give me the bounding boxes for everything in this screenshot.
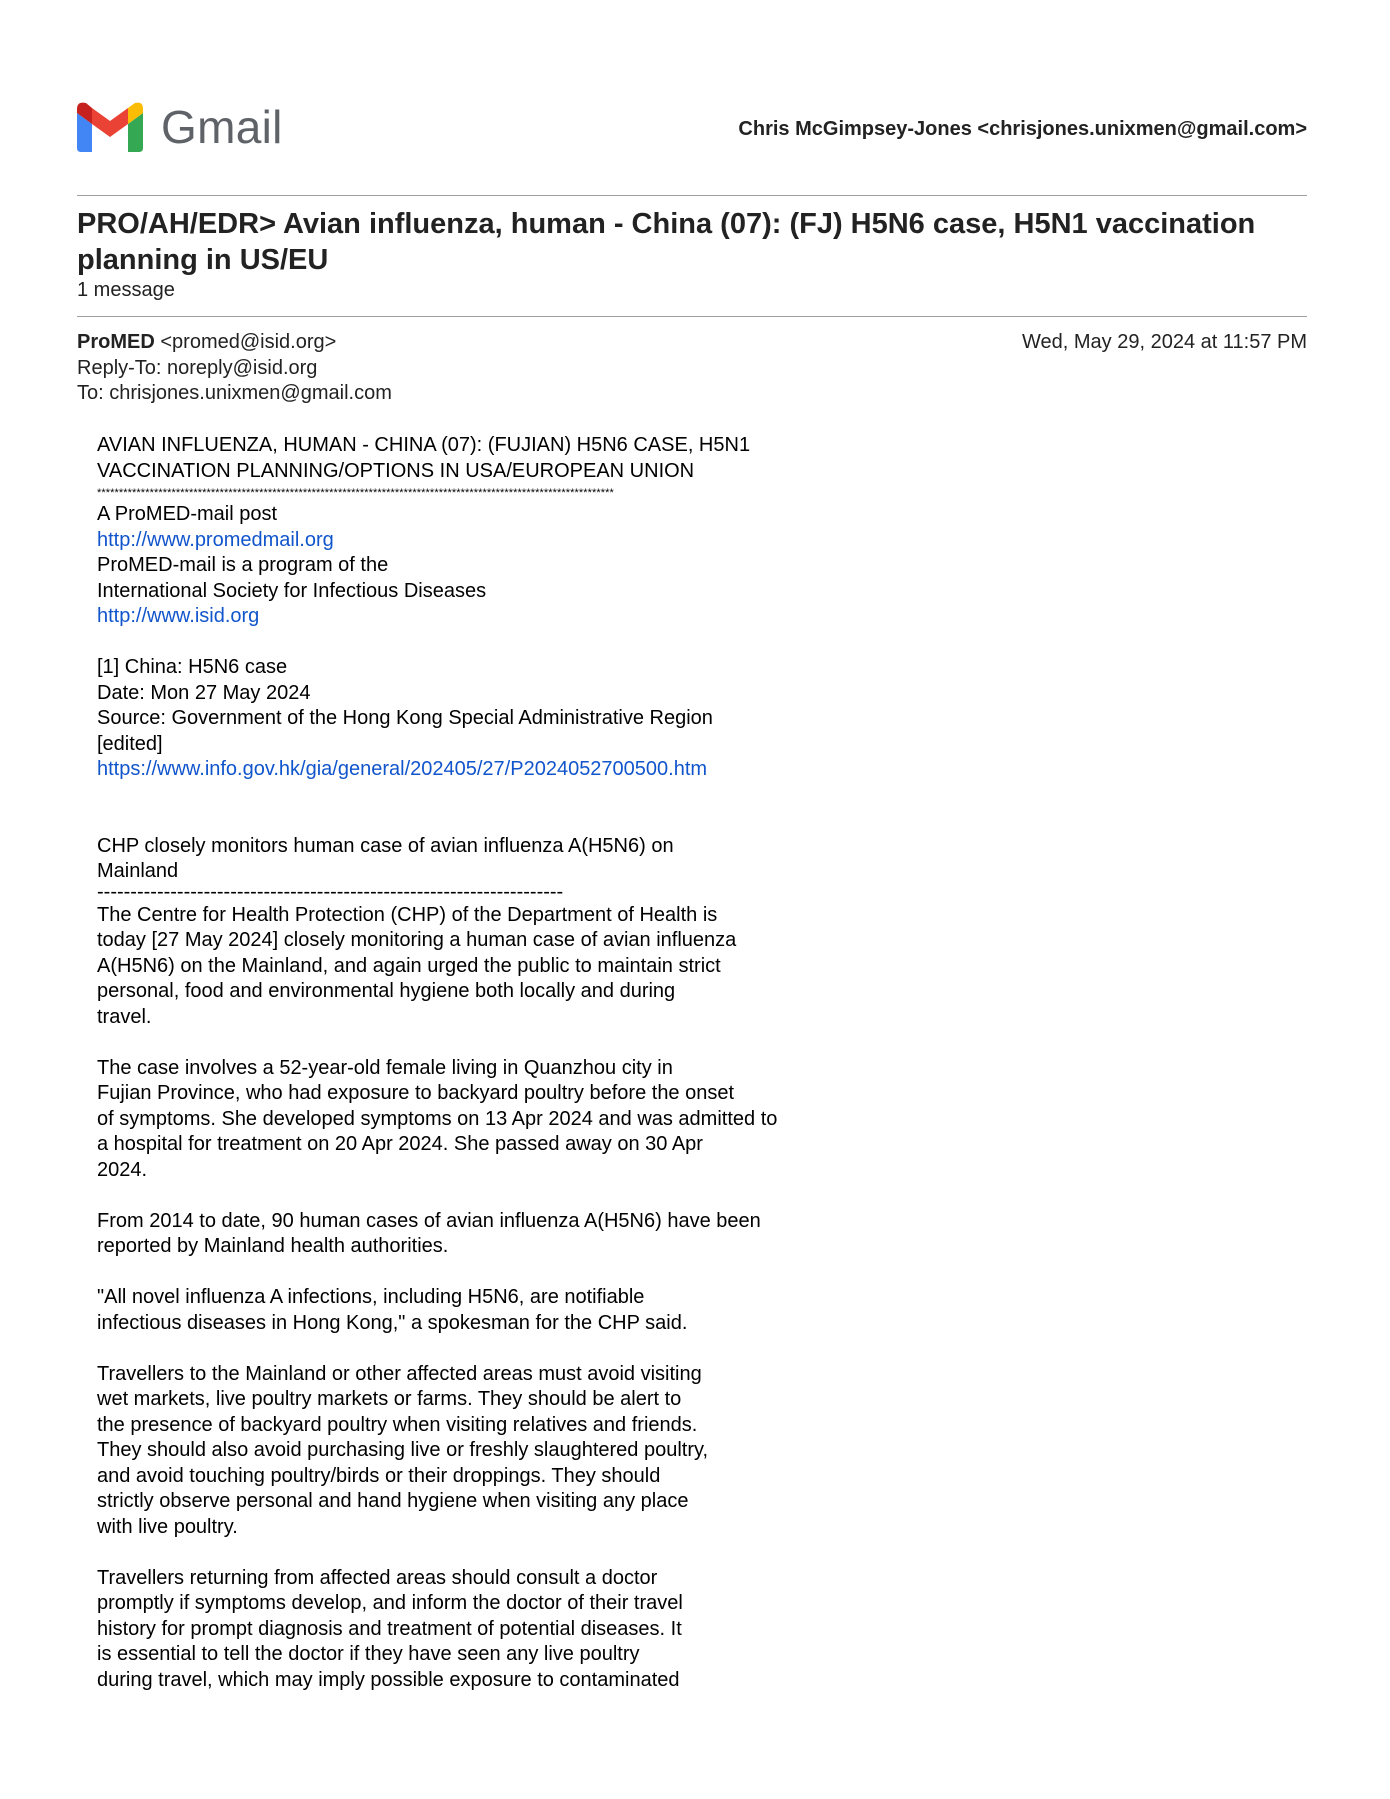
asterisk-divider: ********************************************************************************************************************** (97, 487, 614, 499)
message-header (77, 330, 1307, 407)
message-count: 1 message (77, 279, 175, 301)
paragraph-line: a hospital for treatment on 20 Apr 2024. She passed away on 30 Apr (97, 1133, 703, 1155)
item-line: [1] China: H5N6 case (97, 656, 288, 678)
spacer (97, 1540, 1097, 1566)
gmail-logo-icon (77, 102, 143, 152)
sender-email: <promed@isid.org> (160, 331, 337, 353)
program-line: ProMED-mail is a program of the (97, 554, 389, 576)
body-title-line: VACCINATION PLANNING/OPTIONS IN USA/EUROPEAN UNION (97, 459, 695, 482)
paragraph (97, 1285, 1097, 1336)
paragraph-line: Travellers to the Mainland or other affected areas must avoid visiting (97, 1362, 702, 1385)
paragraph-line: From 2014 to date, 90 human cases of avian influenza A(H5N6) have been (97, 1209, 761, 1232)
spacer (97, 1030, 1097, 1056)
paragraph-line: promptly if symptoms develop, and inform the doctor of their travel (97, 1592, 683, 1614)
paragraph-line: during travel, which may imply possible exposure to contaminated (97, 1668, 680, 1691)
paragraph-line: history for prompt diagnosis and treatment of potential diseases. It (97, 1617, 682, 1640)
spacer (97, 1183, 1097, 1209)
source-link[interactable]: https://www.info.gov.hk/gia/general/202405/27/P2024052700500.htm (97, 758, 708, 780)
sender-name: ProMED (77, 331, 155, 353)
paragraph-line: "All novel influenza A infections, including H5N6, are notifiable (97, 1286, 645, 1308)
post-line: A ProMED-mail post (97, 503, 278, 525)
headline-line: CHP closely monitors human case of avian influenza A(H5N6) on (97, 834, 674, 857)
paragraph-line: Fujian Province, who had exposure to backyard poultry before the onset (97, 1082, 735, 1104)
paragraph-line: and avoid touching poultry/birds or their droppings. They should (97, 1464, 661, 1487)
paragraph-line: personal, food and environmental hygiene both locally and during (97, 980, 676, 1002)
spacer (97, 1260, 1097, 1286)
account-label: Chris McGimpsey-Jones <chrisjones.unixmen@gmail.com> (738, 118, 1307, 140)
sender-line (77, 330, 1307, 356)
paragraph-line: the presence of backyard poultry when visiting relatives and friends. (97, 1413, 698, 1436)
paragraph-line: of symptoms. She developed symptoms on 13 Apr 2024 and was admitted to (97, 1107, 778, 1130)
paragraph-line: Travellers returning from affected areas should consult a doctor (97, 1566, 658, 1589)
gmail-logo (77, 100, 287, 156)
isid-link[interactable]: http://www.isid.org (97, 605, 260, 627)
divider (77, 316, 1307, 317)
item-line: Date: Mon 27 May 2024 (97, 681, 311, 704)
paragraph-line: is essential to tell the doctor if they have seen any live poultry (97, 1643, 640, 1665)
paragraph-line: The case involves a 52-year-old female living in Quanzhou city in (97, 1056, 673, 1079)
paragraph-line: infectious diseases in Hong Kong," a spokesman for the CHP said. (97, 1311, 688, 1334)
paragraph-line: reported by Mainland health authorities. (97, 1235, 449, 1257)
paragraph (97, 1566, 1097, 1694)
message-body (97, 433, 1097, 1693)
message-date: Wed, May 29, 2024 at 11:57 PM (1022, 331, 1307, 353)
paragraph-line: strictly observe personal and hand hygiene when visiting any place (97, 1490, 689, 1512)
page-header (77, 100, 1307, 160)
paragraph (97, 1209, 1097, 1260)
spacer (97, 1336, 1097, 1362)
body-title-line: AVIAN INFLUENZA, HUMAN - CHINA (07): (FUJIAN) H5N6 CASE, H5N1 (97, 434, 751, 456)
paragraph (97, 903, 1097, 1031)
paragraph-line: travel. (97, 1005, 152, 1028)
paragraph-line: today [27 May 2024] closely monitoring a human case of avian influenza (97, 929, 737, 951)
paragraph-line: 2024. (97, 1158, 148, 1181)
paragraph-line: They should also avoid purchasing live or freshly slaughtered poultry, (97, 1439, 709, 1461)
paragraph-line: The Centre for Health Protection (CHP) of the Department of Health is (97, 903, 718, 926)
reply-to: Reply-To: noreply@isid.org (77, 356, 318, 379)
gmail-wordmark: Gmail (161, 101, 283, 153)
thread-subject: PRO/AH/EDR> Avian influenza, human - China (07): (FJ) H5N6 case, H5N1 vaccination planning in US/EU (77, 208, 1256, 276)
spacer (97, 783, 1097, 834)
paragraph (97, 1056, 1097, 1184)
paragraph-line: with live poultry. (97, 1515, 238, 1538)
paragraph (97, 1362, 1097, 1541)
recipient: To: chrisjones.unixmen@gmail.com (77, 382, 392, 404)
spacer (97, 630, 1097, 656)
paragraph-line: wet markets, live poultry markets or farms. They should be alert to (97, 1388, 682, 1410)
program-line: International Society for Infectious Diseases (97, 579, 487, 602)
dash-divider: ---------------------------------------------------------------------- (97, 880, 564, 903)
headline-line: Mainland (97, 860, 179, 882)
divider (77, 195, 1307, 196)
promed-link[interactable]: http://www.promedmail.org (97, 528, 334, 551)
item-line: [edited] (97, 732, 163, 755)
item-line: Source: Government of the Hong Kong Special Administrative Region (97, 707, 713, 729)
paragraph-line: A(H5N6) on the Mainland, and again urged the public to maintain strict (97, 954, 721, 977)
